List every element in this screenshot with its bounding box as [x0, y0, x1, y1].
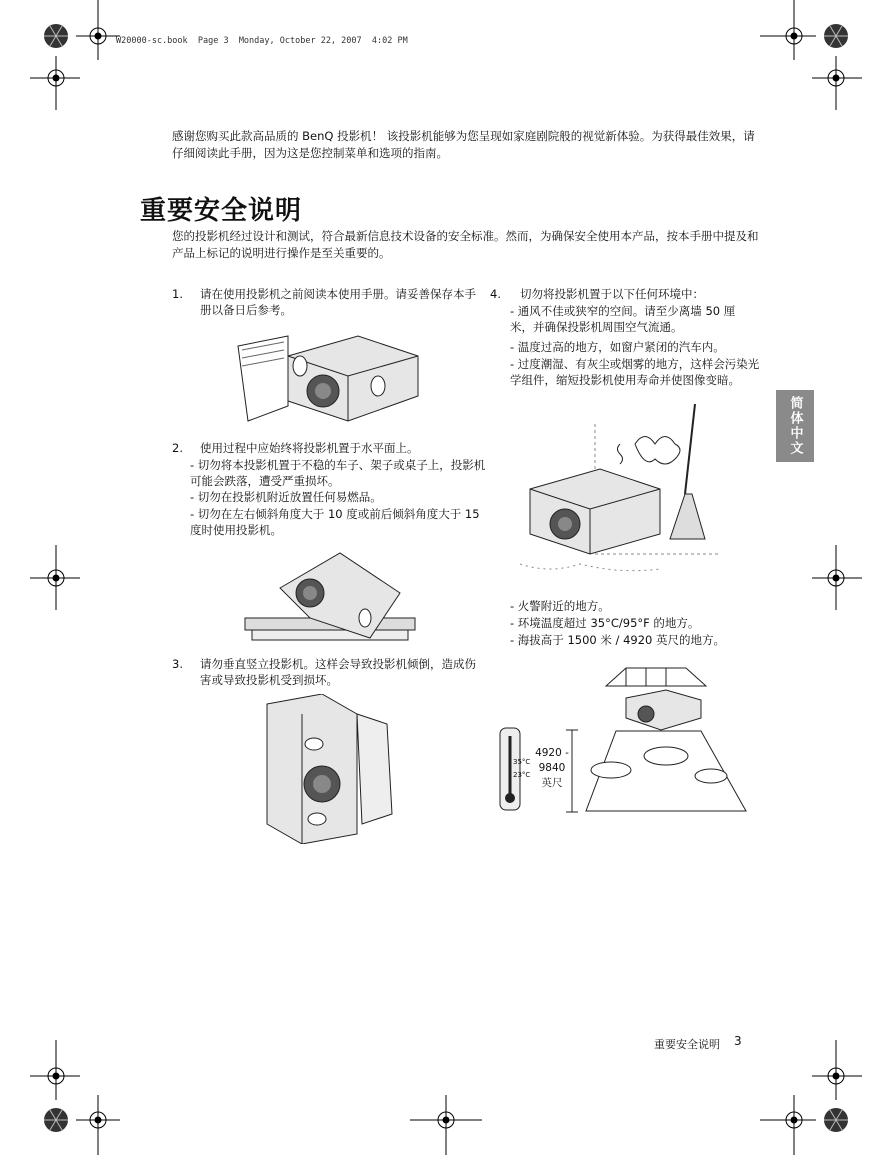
item-text: 使用过程中应始终将投影机置于水平面上。	[200, 441, 419, 455]
item-text: 切勿将投影机置于以下任何环境中：	[520, 287, 704, 301]
item-text: 请勿垂直竖立投影机。这样会导致投影机倾倒，造成伤害或导致投影机受到损坏。	[200, 657, 476, 687]
thermo-high: 35°C	[513, 758, 531, 766]
item-sub: - 通风不佳或狭窄的空间。请至少离墙 50 厘米，并确保投影机周围空气流通。	[510, 304, 736, 334]
intro-text: 感谢您购买此款高品质的 BenQ 投影机！ 该投影机能够为您呈现如家庭剧院般的视觉新体验。为获得最佳效果，请仔细阅读此手册，因为这是您控制菜单和选项的指南。	[172, 129, 755, 160]
thermo-low: 23°C	[513, 771, 531, 779]
item-number: 2.	[172, 441, 183, 455]
page-title: 重要安全说明	[140, 196, 303, 226]
item-sub: - 环境温度超过 35°C/95°F 的地方。	[510, 616, 700, 630]
projector-tilted-illustration	[240, 548, 420, 648]
projector-dusty-illustration	[520, 404, 720, 590]
projector-upright-illustration	[262, 694, 398, 844]
projector-reading-illustration	[228, 326, 428, 426]
safety-paragraph: 您的投影机经过设计和测试，符合最新信息技术设备的安全标准。然而，为确保安全使用本产品，按本手册中提及和产品上标记的说明进行操作是至关重要的。	[172, 229, 759, 260]
language-tab: 简体中文	[776, 390, 814, 462]
altitude-illustration	[496, 656, 752, 816]
item-sub: - 切勿在投影机附近放置任何易燃品。	[190, 490, 382, 504]
altitude-label	[532, 746, 572, 791]
altitude-line: 9840	[538, 762, 566, 774]
altitude-line: 4920 -	[535, 747, 569, 759]
footer-section: 重要安全说明	[654, 1038, 720, 1051]
book-header-info: W20000-sc.book Page 3 Monday, October 22, 2007 4:02 PM	[116, 36, 408, 46]
item-sub: - 温度过高的地方，如窗户紧闭的汽车内。	[510, 340, 725, 354]
item-sub: - 切勿在左右倾斜角度大于 10 度或前后倾斜角度大于 15 度时使用投影机。	[190, 507, 480, 537]
item-number: 1.	[172, 287, 183, 301]
item-sub: - 火警附近的地方。	[510, 599, 610, 613]
item-number: 3.	[172, 657, 183, 671]
altitude-line: 英尺	[541, 777, 563, 789]
page-number: 3	[734, 1034, 742, 1048]
item-sub: - 海拔高于 1500 米 / 4920 英尺的地方。	[510, 633, 725, 647]
item-sub: - 过度潮湿、有灰尘或烟雾的地方，这样会污染光学组件，缩短投影机使用寿命并使图像变暗。	[510, 357, 760, 387]
item-text: 请在使用投影机之前阅读本使用手册。请妥善保存本手册以备日后参考。	[200, 287, 476, 317]
item-number: 4.	[490, 287, 501, 301]
item-sub: - 切勿将本投影机置于不稳的车子、架子或桌子上，投影机可能会跌落，遭受严重损坏。	[190, 458, 486, 488]
